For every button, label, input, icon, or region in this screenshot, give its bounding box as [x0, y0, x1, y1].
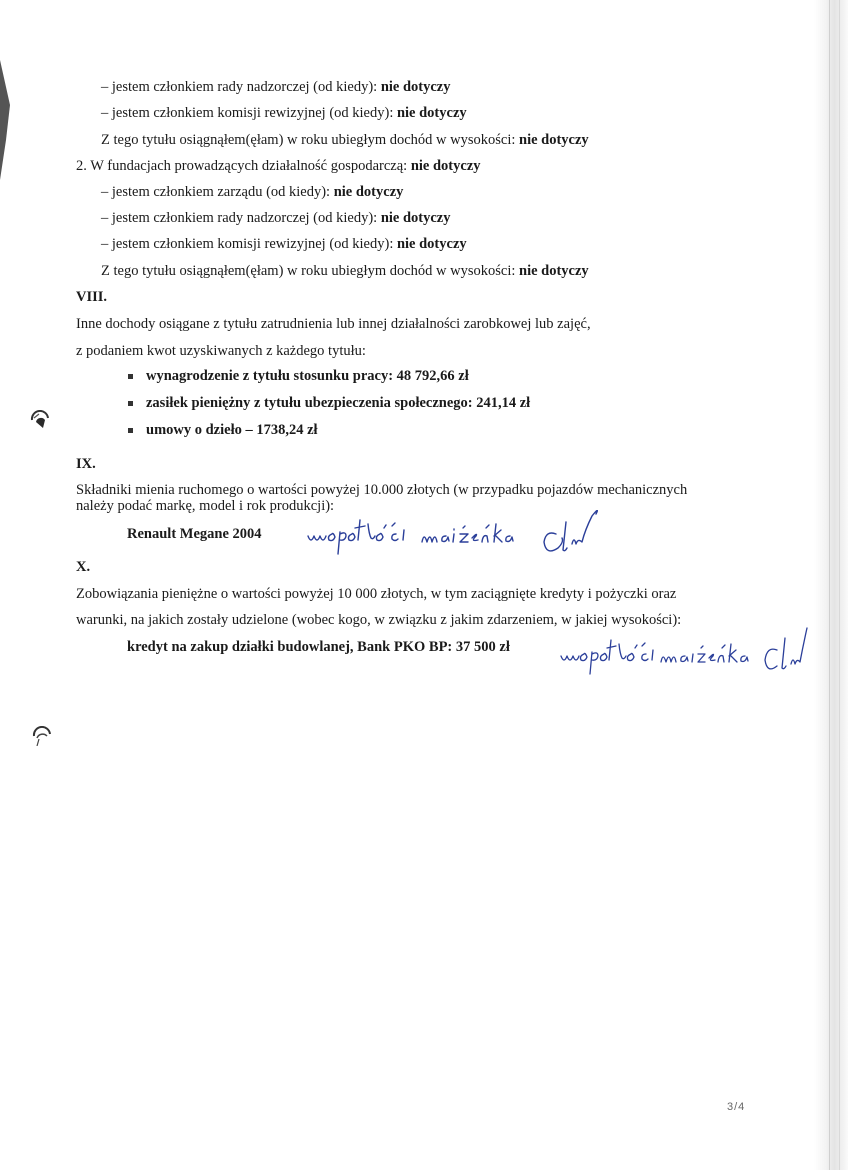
line-text: Z tego tytułu osiągnąłem(ęłam) w roku ubiegłym dochód w wysokości: [101, 132, 516, 148]
scan-corner-mark [0, 60, 10, 180]
page-number: 3/4 [727, 1101, 746, 1113]
income-item: zasiłek pieniężny z tytułu ubezpieczenia społecznego: 241,14 zł [146, 395, 531, 411]
handwritten-note-signature [300, 510, 630, 566]
not-applicable-value: nie dotyczy [396, 236, 467, 252]
not-applicable-value: nie dotyczy [519, 132, 589, 148]
line-text: 2. W fundacjach prowadzących działalność gospodarczą: [76, 158, 408, 174]
line-text: – jestem członkiem zarządu (od kiedy): [101, 184, 331, 200]
foundations-line [76, 158, 481, 175]
bullet-icon [128, 374, 133, 379]
section-viii-intro: z podaniem kwot uzyskiwanych z każdego tytułu: [76, 343, 366, 359]
scan-edge-line [839, 0, 840, 1170]
section-viii-heading: VIII. [76, 289, 108, 305]
line-text: – jestem członkiem komisji rewizyjnej (od kiedy): [101, 105, 394, 121]
income-item: umowy o dzieło – 1738,24 zł [146, 422, 318, 438]
punch-hole-icon [32, 726, 52, 746]
supervisory-board-line [101, 210, 451, 227]
income-line [101, 263, 589, 280]
line-text: Z tego tytułu osiągnąłem(ęłam) w roku ubiegłym dochód w wysokości: [101, 263, 516, 279]
not-applicable-value: nie dotyczy [380, 79, 451, 95]
management-board-line [101, 184, 403, 201]
punch-hole-icon [30, 410, 50, 430]
section-viii-intro: Inne dochody osiągane z tytułu zatrudnienia lub innej działalności zarobkowej lub zajęć, [76, 316, 591, 332]
handwritten-note-signature [555, 622, 815, 684]
section-ix-text: należy podać markę, model i rok produkcji): [76, 498, 335, 514]
bullet-icon [128, 428, 133, 433]
line-text: – jestem członkiem komisji rewizyjnej (od kiedy): [101, 236, 394, 252]
not-applicable-value: nie dotyczy [410, 158, 481, 174]
income-line [101, 132, 589, 149]
liability-value: kredyt na zakup działki budowlanej, Bank PKO BP: 37 500 zł [127, 639, 510, 655]
movable-asset-value: Renault Megane 2004 [127, 526, 262, 542]
line-text: – jestem członkiem rady nadzorczej (od kiedy): [101, 210, 378, 226]
section-x-heading: X. [76, 559, 91, 575]
line-text: – jestem członkiem rady nadzorczej (od kiedy): [101, 79, 378, 95]
section-ix-heading: IX. [76, 456, 96, 472]
not-applicable-value: nie dotyczy [396, 105, 467, 121]
scan-shadow-edge [814, 0, 848, 1170]
section-ix-text: Składniki mienia ruchomego o wartości powyżej 10.000 złotych (w przypadku pojazdów mechanicznych [76, 482, 688, 498]
section-x-text: warunki, na jakich zostały udzielone (wobec kogo, w związku z jakim zdarzeniem, w jakiej wysokości): [76, 612, 682, 628]
board-membership-line [101, 79, 451, 96]
audit-committee-line [101, 236, 467, 253]
not-applicable-value: nie dotyczy [380, 210, 451, 226]
income-item: wynagrodzenie z tytułu stosunku pracy: 48 792,66 zł [146, 368, 469, 384]
scan-edge-line [829, 0, 830, 1170]
not-applicable-value: nie dotyczy [519, 263, 589, 279]
not-applicable-value: nie dotyczy [333, 184, 404, 200]
audit-committee-line [101, 105, 467, 122]
bullet-icon [128, 401, 133, 406]
section-x-text: Zobowiązania pieniężne o wartości powyżej 10 000 złotych, w tym zaciągnięte kredyty i pożyczki oraz [76, 586, 677, 602]
